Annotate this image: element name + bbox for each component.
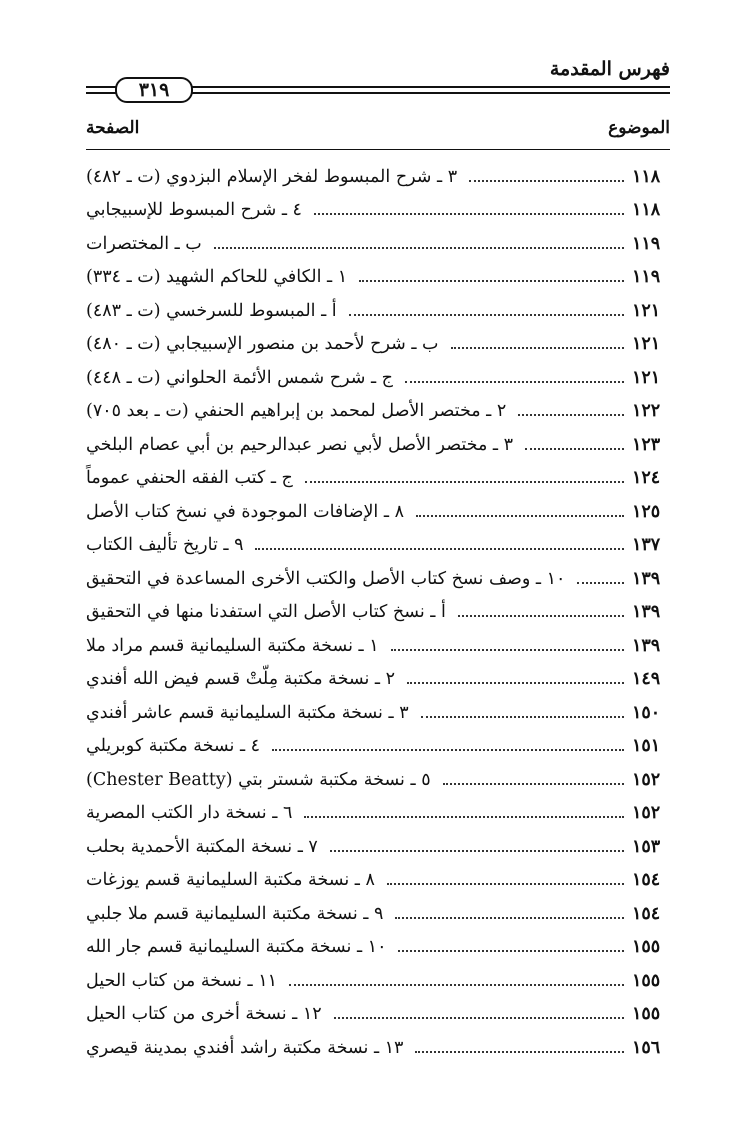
- toc-entry-page: ١١٩: [632, 267, 661, 288]
- toc-entry-page: ١٢١: [632, 367, 661, 388]
- dot-leader: [518, 414, 624, 416]
- dot-leader: [451, 347, 624, 349]
- toc-entry: [86, 998, 670, 1032]
- toc-entry-page: ١٢٤: [632, 468, 661, 489]
- toc-entry: [86, 261, 670, 295]
- toc-entry-title: ٥ ـ نسخة مكتبة شستر بتي (Chester Beatty): [86, 769, 431, 790]
- toc-entry-page: ١٣٧: [632, 535, 661, 556]
- toc-entry-title: ١٣ ـ نسخة مكتبة راشد أفندي بمدينة قيصري: [86, 1037, 404, 1058]
- toc-entry-title: ٩ ـ نسخة مكتبة السليمانية قسم ملا جلبي: [86, 903, 384, 924]
- page-column-header: الصفحة: [86, 118, 140, 138]
- toc-entry: [86, 529, 670, 563]
- toc-entry-title: ١ ـ الكافي للحاكم الشهيد (ت ـ ٣٣٤): [86, 267, 348, 288]
- toc-entry-page: ١٥٥: [632, 970, 661, 991]
- toc-entry: [86, 931, 670, 965]
- column-headers: [86, 118, 670, 138]
- toc-entry: [86, 361, 670, 395]
- toc-entry-page: ١٣٩: [632, 602, 661, 623]
- toc-entry-page: ١٥٥: [632, 1004, 661, 1025]
- dot-leader: [458, 615, 624, 617]
- dot-leader: [305, 481, 624, 483]
- toc-entry-page: ١١٩: [632, 233, 661, 254]
- toc-entry: [86, 763, 670, 797]
- toc-entry-title: ٢ ـ مختصر الأصل لمحمد بن إبراهيم الحنفي (ت ـ بعد ٧٠٥): [86, 401, 507, 422]
- topic-column-header: الموضوع: [608, 118, 670, 138]
- toc-entry-title: ٣ ـ شرح المبسوط لفخر الإسلام البزدوي (ت ـ ٤٨٢): [86, 166, 458, 187]
- toc-entry-page: ١٥٣: [632, 836, 661, 857]
- toc-entry: [86, 495, 670, 529]
- dot-leader: [398, 950, 624, 952]
- dot-leader: [443, 783, 624, 785]
- toc-entry: [86, 428, 670, 462]
- toc-entry-title: ٢ ـ نسخة مكتبة مِلّتْ قسم فيض الله أفندي: [86, 669, 395, 690]
- toc-entry: [86, 194, 670, 228]
- dot-leader: [407, 682, 624, 684]
- toc-entry-title: ب ـ شرح لأحمد بن منصور الإسبيجابي (ت ـ ٤٨٠): [86, 334, 439, 355]
- dot-leader: [387, 883, 624, 885]
- toc-entry-title: ٦ ـ نسخة دار الكتب المصرية: [86, 803, 293, 824]
- toc-entry-page: ١٢٥: [632, 501, 661, 522]
- toc-entry-title: ٤ ـ نسخة مكتبة كوبريلي: [86, 736, 261, 757]
- toc-entry: [86, 395, 670, 429]
- toc-entry-page: ١٥٦: [632, 1037, 661, 1058]
- toc-entry-page: ١٣٩: [632, 635, 661, 656]
- toc-entry: [86, 596, 670, 630]
- dot-leader: [405, 381, 624, 383]
- dot-leader: [359, 280, 624, 282]
- toc-entry: [86, 663, 670, 697]
- toc-entry-title: ٤ ـ شرح المبسوط للإسبيجابي: [86, 200, 302, 221]
- dot-leader: [525, 448, 624, 450]
- toc-entry: [86, 294, 670, 328]
- toc-entry-title: أ ـ المبسوط للسرخسي (ت ـ ٤٨٣): [86, 300, 337, 321]
- toc-entry-title: ج ـ كتب الفقه الحنفي عموماً: [86, 468, 293, 489]
- toc-entry: [86, 1031, 670, 1065]
- toc-entry: [86, 830, 670, 864]
- toc-entry-title: ٣ ـ نسخة مكتبة السليمانية قسم عاشر أفندي: [86, 702, 409, 723]
- dot-leader: [289, 984, 624, 986]
- dot-leader: [469, 180, 624, 182]
- running-title: فهرس المقدمة: [549, 58, 670, 80]
- toc-entry-page: ١٢١: [632, 300, 661, 321]
- toc-entry-title: ب ـ المختصرات: [86, 233, 202, 254]
- toc-entry: [86, 160, 670, 194]
- toc-entry-page: ١٥٢: [632, 803, 661, 824]
- dot-leader: [330, 850, 624, 852]
- page-number-badge: [115, 77, 193, 103]
- toc-entry-page: ١١٨: [632, 166, 661, 187]
- dot-leader: [421, 716, 624, 718]
- toc-entry: [86, 227, 670, 261]
- dot-leader: [272, 749, 624, 751]
- toc-entry-page: ١٢٢: [632, 401, 661, 422]
- toc-entry: [86, 797, 670, 831]
- toc-entry-title: ١٠ ـ وصف نسخ كتاب الأصل والكتب الأخرى المساعدة في التحقيق: [86, 568, 566, 589]
- toc-entry-title: ٩ ـ تاريخ تأليف الكتاب: [86, 535, 244, 556]
- dot-leader: [349, 314, 624, 316]
- dot-leader: [314, 213, 624, 215]
- toc-entry-title: ١٢ ـ نسخة أخرى من كتاب الحيل: [86, 1004, 322, 1025]
- toc-entry: [86, 328, 670, 362]
- toc-entry-title: أ ـ نسخ كتاب الأصل التي استفدنا منها في التحقيق: [86, 602, 446, 623]
- toc-entry-page: ١٤٩: [632, 669, 661, 690]
- toc-entry-title: ج ـ شرح شمس الأئمة الحلواني (ت ـ ٤٤٨): [86, 367, 393, 388]
- dot-leader: [416, 515, 624, 517]
- toc-entry: [86, 864, 670, 898]
- toc-entry: [86, 462, 670, 496]
- toc-entry-page: ١٥٥: [632, 937, 661, 958]
- dot-leader: [304, 816, 624, 818]
- dot-leader: [334, 1017, 624, 1019]
- toc-entry: [86, 964, 670, 998]
- dot-leader: [214, 247, 624, 249]
- toc-entry-title: ١٠ ـ نسخة مكتبة السليمانية قسم جار الله: [86, 937, 387, 958]
- toc-entry-title: ٧ ـ نسخة المكتبة الأحمدية بحلب: [86, 836, 318, 857]
- toc-entry: [86, 629, 670, 663]
- toc-entry-page: ١٥٤: [632, 903, 661, 924]
- toc-entry-page: ١٥١: [632, 736, 661, 757]
- toc-entry-page: ١١٨: [632, 200, 661, 221]
- dot-leader: [415, 1051, 624, 1053]
- dot-leader: [577, 582, 624, 584]
- toc-entry-title: ٨ ـ الإضافات الموجودة في نسخ كتاب الأصل: [86, 501, 404, 522]
- toc-entry-page: ١٢١: [632, 334, 661, 355]
- toc-entry-title: ١١ ـ نسخة من كتاب الحيل: [86, 970, 278, 991]
- toc-entry-title: ٣ ـ مختصر الأصل لأبي نصر عبدالرحيم بن أبي عصام البلخي: [86, 434, 513, 455]
- toc-entry-title: ١ ـ نسخة مكتبة السليمانية قسم مراد ملا: [86, 635, 379, 656]
- toc-entry-page: ١٥٠: [632, 702, 661, 723]
- toc-entry: [86, 696, 670, 730]
- dot-leader: [391, 649, 624, 651]
- toc-entry-page: ١٥٢: [632, 769, 661, 790]
- table-of-contents: [86, 160, 670, 1065]
- page-number: ٣١٩: [138, 78, 170, 101]
- toc-entry: [86, 562, 670, 596]
- toc-entry: [86, 730, 670, 764]
- column-header-rule: [86, 149, 670, 150]
- toc-entry: [86, 897, 670, 931]
- dot-leader: [255, 548, 624, 550]
- toc-entry-page: ١٢٣: [632, 434, 661, 455]
- toc-entry-page: ١٥٤: [632, 870, 661, 891]
- toc-entry-page: ١٣٩: [632, 568, 661, 589]
- dot-leader: [395, 917, 624, 919]
- toc-entry-title: ٨ ـ نسخة مكتبة السليمانية قسم يوزغات: [86, 870, 375, 891]
